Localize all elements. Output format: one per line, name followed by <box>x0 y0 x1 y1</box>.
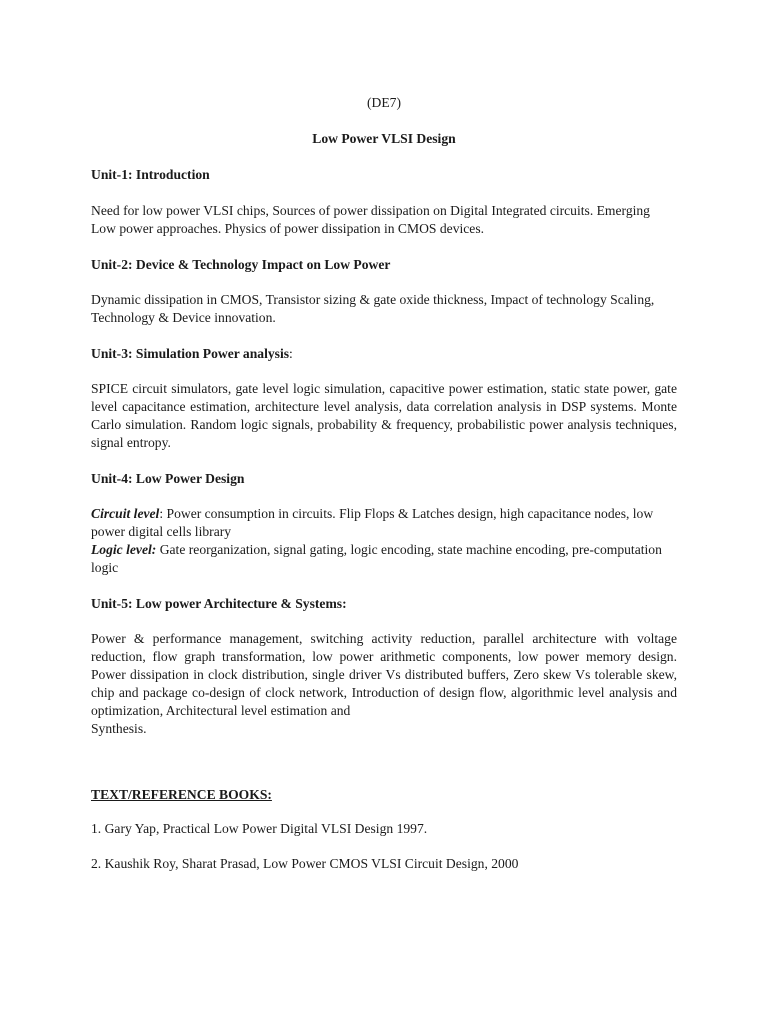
circuit-level-label: Circuit level <box>91 506 160 521</box>
unit-5-body: Power & performance management, switching activity reduction, parallel architecture with voltage reduction, flow graph transformation, low power arithmetic components, low power memory design. Power dissipation in clock distribution, single driver Vs distributed buffers, Zero skew Vs tolerable skew, chip and package co-design of clock network, Introduction of design flow, algorithmic level analysis and optimization, Architectural level estimation and <box>91 631 677 718</box>
page-title: Low Power VLSI Design <box>312 131 456 146</box>
unit-3-heading: Unit-3: Simulation Power analysis <box>91 346 290 361</box>
circuit-level-text: : Power consumption in circuits. Flip Flops & Latches design, high capacitance nodes, low power digital cells library <box>91 506 654 539</box>
unit-5-body-tail: Synthesis. <box>91 721 147 736</box>
unit-3-heading-line <box>91 345 293 363</box>
reference-item-2: 2. Kaushik Roy, Sharat Prasad, Low Power CMOS VLSI Circuit Design, 2000 <box>91 856 519 871</box>
unit-1-body: Need for low power VLSI chips, Sources of power dissipation on Digital Integrated circuits. Emerging Low power approaches. Physics of power dissipation in CMOS devices. <box>91 203 650 236</box>
unit-3-heading-suffix: : <box>289 346 293 361</box>
reference-item-1: 1. Gary Yap, Practical Low Power Digital VLSI Design 1997. <box>91 821 428 836</box>
unit-3-body: SPICE circuit simulators, gate level logic simulation, capacitive power estimation, static state power, gate level capacitance estimation, architecture level analysis, data correlation analysis in DSP systems. Monte Carlo simulation. Random logic signals, probability & frequency, probabilistic power analysis techniques, signal entropy. <box>91 381 677 450</box>
unit-4-heading: Unit-4: Low Power Design <box>91 471 245 486</box>
references-heading: TEXT/REFERENCE BOOKS: <box>91 787 272 802</box>
unit-1-heading: Unit-1: Introduction <box>91 167 210 182</box>
unit-2-heading: Unit-2: Device & Technology Impact on Low Power <box>91 257 391 272</box>
course-code: (DE7) <box>367 95 401 110</box>
unit-2-body: Dynamic dissipation in CMOS, Transistor sizing & gate oxide thickness, Impact of technology Scaling, Technology & Device innovation. <box>91 292 655 325</box>
logic-level-label: Logic level: <box>91 542 157 557</box>
logic-level-text: Gate reorganization, signal gating, logic encoding, state machine encoding, pre-computation logic <box>91 542 662 575</box>
unit-5-heading: Unit-5: Low power Architecture & Systems: <box>91 596 347 611</box>
unit-4-logic-level <box>91 541 677 577</box>
unit-4-circuit-level <box>91 505 677 541</box>
